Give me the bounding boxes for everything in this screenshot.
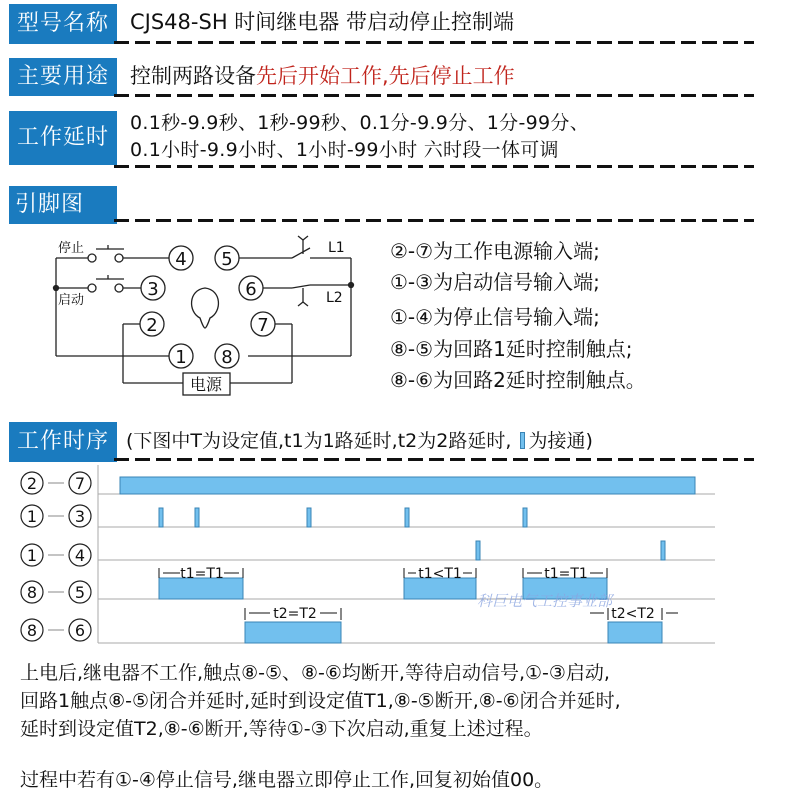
l2-label: L2 <box>326 290 343 306</box>
delay-line-1: 0.1秒-9.9秒、1秒-99秒、0.1分-9.9分、1分-99分、 <box>130 112 590 134</box>
pinout-label: 引脚图 <box>9 186 117 224</box>
t1-eq-label-1: t1=T1 <box>180 566 224 582</box>
model-value: CJS48-SH 时间继电器 带启动停止控制端 <box>130 10 514 34</box>
t2-eq-label: t2=T2 <box>273 606 317 622</box>
row5-pin-b: 6 <box>74 621 86 640</box>
row1-pin-b: 7 <box>74 474 86 493</box>
timing-caption <box>126 432 593 451</box>
pin-2: 2 <box>146 315 158 336</box>
pinout-underline <box>114 219 754 222</box>
pin-desc-1: ②-⑦为工作电源输入端; <box>390 239 600 263</box>
start-label: 启动 <box>58 293 85 308</box>
t1-lt-label: t1<T1 <box>418 566 462 582</box>
usage-underline <box>114 94 754 97</box>
model-underline <box>114 41 754 44</box>
power-label: 电源 <box>190 375 223 394</box>
pin-5: 5 <box>221 249 233 270</box>
row2-pin-a: 1 <box>26 507 38 526</box>
pin-desc-4: ⑧-⑤为回路1延时控制触点; <box>390 337 633 361</box>
pin-7: 7 <box>257 315 269 336</box>
delay-underline <box>114 165 754 168</box>
stop-label: 停止 <box>58 241 85 256</box>
usage-value-black: 控制两路设备 <box>130 64 256 88</box>
t2-lt-label: t2<T2 <box>611 606 655 622</box>
description-line-3: 延时到设定值T2,⑧-⑥断开,等待①-③下次启动,重复上述过程。 <box>20 718 543 740</box>
on-legend-icon <box>520 432 525 449</box>
pin-4: 4 <box>175 249 187 270</box>
row1-pin-a: 2 <box>26 474 38 493</box>
pin-desc-3: ①-④为停止信号输入端; <box>390 305 600 329</box>
pin-3: 3 <box>147 279 159 300</box>
timing-underline <box>114 458 754 461</box>
row3-pin-a: 1 <box>26 546 38 565</box>
row3-pin-b: 4 <box>74 546 86 565</box>
pin-1: 1 <box>175 347 187 368</box>
pin-6: 6 <box>245 279 257 300</box>
usage-label: 主要用途 <box>9 58 117 96</box>
t1-eq-label-2: t1=T1 <box>544 566 588 582</box>
description-line-1: 上电后,继电器不工作,触点⑧-⑤、⑧-⑥均断开,等待启动信号,①-③启动, <box>20 662 610 684</box>
delay-line-2: 0.1小时-9.9小时、1小时-99小时 六时段一体可调 <box>130 139 559 161</box>
row4-pin-a: 8 <box>26 583 38 602</box>
row2-pin-b: 3 <box>74 507 86 526</box>
watermark-center: 科巨电气工控事业部 <box>477 592 613 610</box>
description-line-2: 回路1触点⑧-⑤闭合并延时,延时到设定值T1,⑧-⑤断开,⑧-⑥闭合并延时, <box>20 690 621 712</box>
pinout-diagram <box>40 228 380 403</box>
timing-label: 工作时序 <box>9 422 117 462</box>
pin-desc-5: ⑧-⑥为回路2延时控制触点。 <box>390 368 646 392</box>
row4-pin-b: 5 <box>74 583 86 602</box>
description-line-4: 过程中若有①-④停止信号,继电器立即停止工作,回复初始值00。 <box>20 769 554 791</box>
row5-pin-a: 8 <box>26 621 38 640</box>
model-label: 型号名称 <box>9 4 117 44</box>
timing-caption-after: 为接通) <box>528 430 593 452</box>
l1-label: L1 <box>328 240 345 256</box>
power-on-bar <box>120 477 695 494</box>
usage-value-red: 先后开始工作,先后停止工作 <box>256 64 515 88</box>
pin-desc-2: ①-③为启动信号输入端; <box>390 270 600 294</box>
timing-caption-before: (下图中T为设定值,t1为1路延时,t2为2路延时, <box>126 430 512 452</box>
pin-8: 8 <box>221 347 233 368</box>
timing-diagram <box>0 465 800 655</box>
usage-value <box>130 66 515 87</box>
delay-label: 工作延时 <box>9 111 117 165</box>
